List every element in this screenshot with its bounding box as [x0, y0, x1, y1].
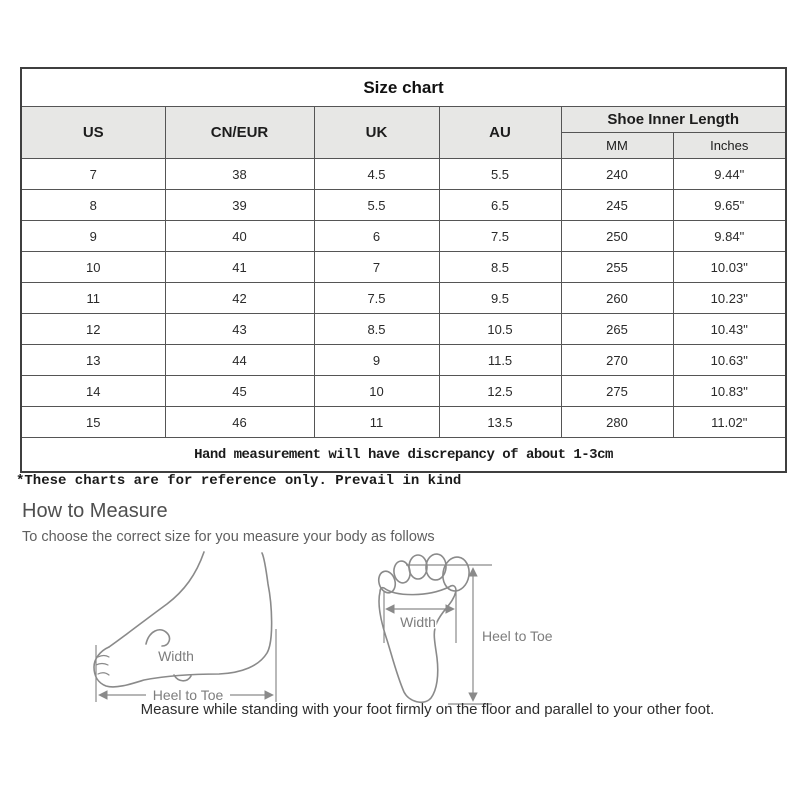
table-cell: 10.5	[439, 314, 561, 345]
column-header-inner-length: Shoe Inner Length	[561, 107, 786, 133]
table-cell: 7	[21, 159, 165, 190]
table-cell: 8.5	[439, 252, 561, 283]
table-cell: 10.43"	[673, 314, 786, 345]
table-cell: 265	[561, 314, 673, 345]
table-cell: 7.5	[439, 221, 561, 252]
table-cell: 13.5	[439, 407, 561, 438]
table-cell: 5.5	[314, 190, 439, 221]
column-header-us: US	[21, 107, 165, 159]
table-cell: 15	[21, 407, 165, 438]
table-cell: 40	[165, 221, 314, 252]
table-cell: 9.44"	[673, 159, 786, 190]
table-row	[21, 221, 786, 252]
side-heel-to-toe-label: Heel to Toe	[152, 687, 224, 703]
table-cell: 250	[561, 221, 673, 252]
table-header-row	[21, 107, 786, 133]
table-cell: 8	[21, 190, 165, 221]
table-cell: 12.5	[439, 376, 561, 407]
foot-top-view-drawing	[368, 545, 568, 715]
table-cell: 7	[314, 252, 439, 283]
size-chart-table	[20, 67, 787, 473]
table-cell: 9.65"	[673, 190, 786, 221]
table-row	[21, 314, 786, 345]
table-cell: 6	[314, 221, 439, 252]
size-table-body	[21, 159, 786, 438]
table-cell: 9	[21, 221, 165, 252]
table-cell: 10	[314, 376, 439, 407]
reference-note: *These charts are for reference only. Prevail in kind	[16, 473, 462, 489]
table-cell: 11	[314, 407, 439, 438]
table-cell: 240	[561, 159, 673, 190]
table-cell: 270	[561, 345, 673, 376]
table-row	[21, 190, 786, 221]
table-row	[21, 345, 786, 376]
foot-side-view-diagram	[86, 549, 298, 716]
table-cell: 10.03"	[673, 252, 786, 283]
table-cell: 41	[165, 252, 314, 283]
table-cell: 275	[561, 376, 673, 407]
table-cell: 255	[561, 252, 673, 283]
table-cell: 9.84"	[673, 221, 786, 252]
table-cell: 44	[165, 345, 314, 376]
table-cell: 245	[561, 190, 673, 221]
top-heel-to-toe-label: Heel to Toe	[482, 628, 553, 644]
table-cell: 12	[21, 314, 165, 345]
table-cell: 8.5	[314, 314, 439, 345]
table-cell: 10.63"	[673, 345, 786, 376]
table-cell: 10	[21, 252, 165, 283]
measure-caption: Measure while standing with your foot firmly on the floor and parallel to your other foot.	[140, 701, 715, 718]
table-cell: 39	[165, 190, 314, 221]
column-header-uk: UK	[314, 107, 439, 159]
foot-side-view-drawing	[86, 549, 298, 711]
table-cell: 9	[314, 345, 439, 376]
table-cell: 9.5	[439, 283, 561, 314]
table-cell: 5.5	[439, 159, 561, 190]
table-title-row	[21, 68, 786, 107]
top-width-label: Width	[400, 614, 436, 630]
table-footer-row	[21, 438, 786, 473]
table-cell: 42	[165, 283, 314, 314]
table-cell: 45	[165, 376, 314, 407]
table-cell: 38	[165, 159, 314, 190]
side-width-label: Width	[158, 648, 194, 664]
table-cell: 7.5	[314, 283, 439, 314]
table-cell: 6.5	[439, 190, 561, 221]
table-cell: 14	[21, 376, 165, 407]
table-footer-note: Hand measurement will have discrepancy of about 1-3cm	[21, 438, 786, 473]
column-header-au: AU	[439, 107, 561, 159]
table-cell: 11	[21, 283, 165, 314]
column-header-cn-eur: CN/EUR	[165, 107, 314, 159]
table-cell: 10.23"	[673, 283, 786, 314]
table-row	[21, 283, 786, 314]
table-cell: 260	[561, 283, 673, 314]
table-row	[21, 252, 786, 283]
how-to-measure-heading: How to Measure	[22, 500, 168, 522]
table-row	[21, 407, 786, 438]
table-row	[21, 376, 786, 407]
table-cell: 13	[21, 345, 165, 376]
table-cell: 10.83"	[673, 376, 786, 407]
column-header-inches: Inches	[673, 133, 786, 159]
column-header-mm: MM	[561, 133, 673, 159]
foot-top-view-diagram	[368, 545, 568, 720]
table-row	[21, 159, 786, 190]
table-cell: 11.5	[439, 345, 561, 376]
table-cell: 4.5	[314, 159, 439, 190]
table-cell: 46	[165, 407, 314, 438]
table-cell: 43	[165, 314, 314, 345]
table-cell: 280	[561, 407, 673, 438]
how-to-measure-subheading: To choose the correct size for you measure your body as follows	[22, 529, 435, 545]
table-title: Size chart	[21, 68, 786, 107]
table-cell: 11.02"	[673, 407, 786, 438]
